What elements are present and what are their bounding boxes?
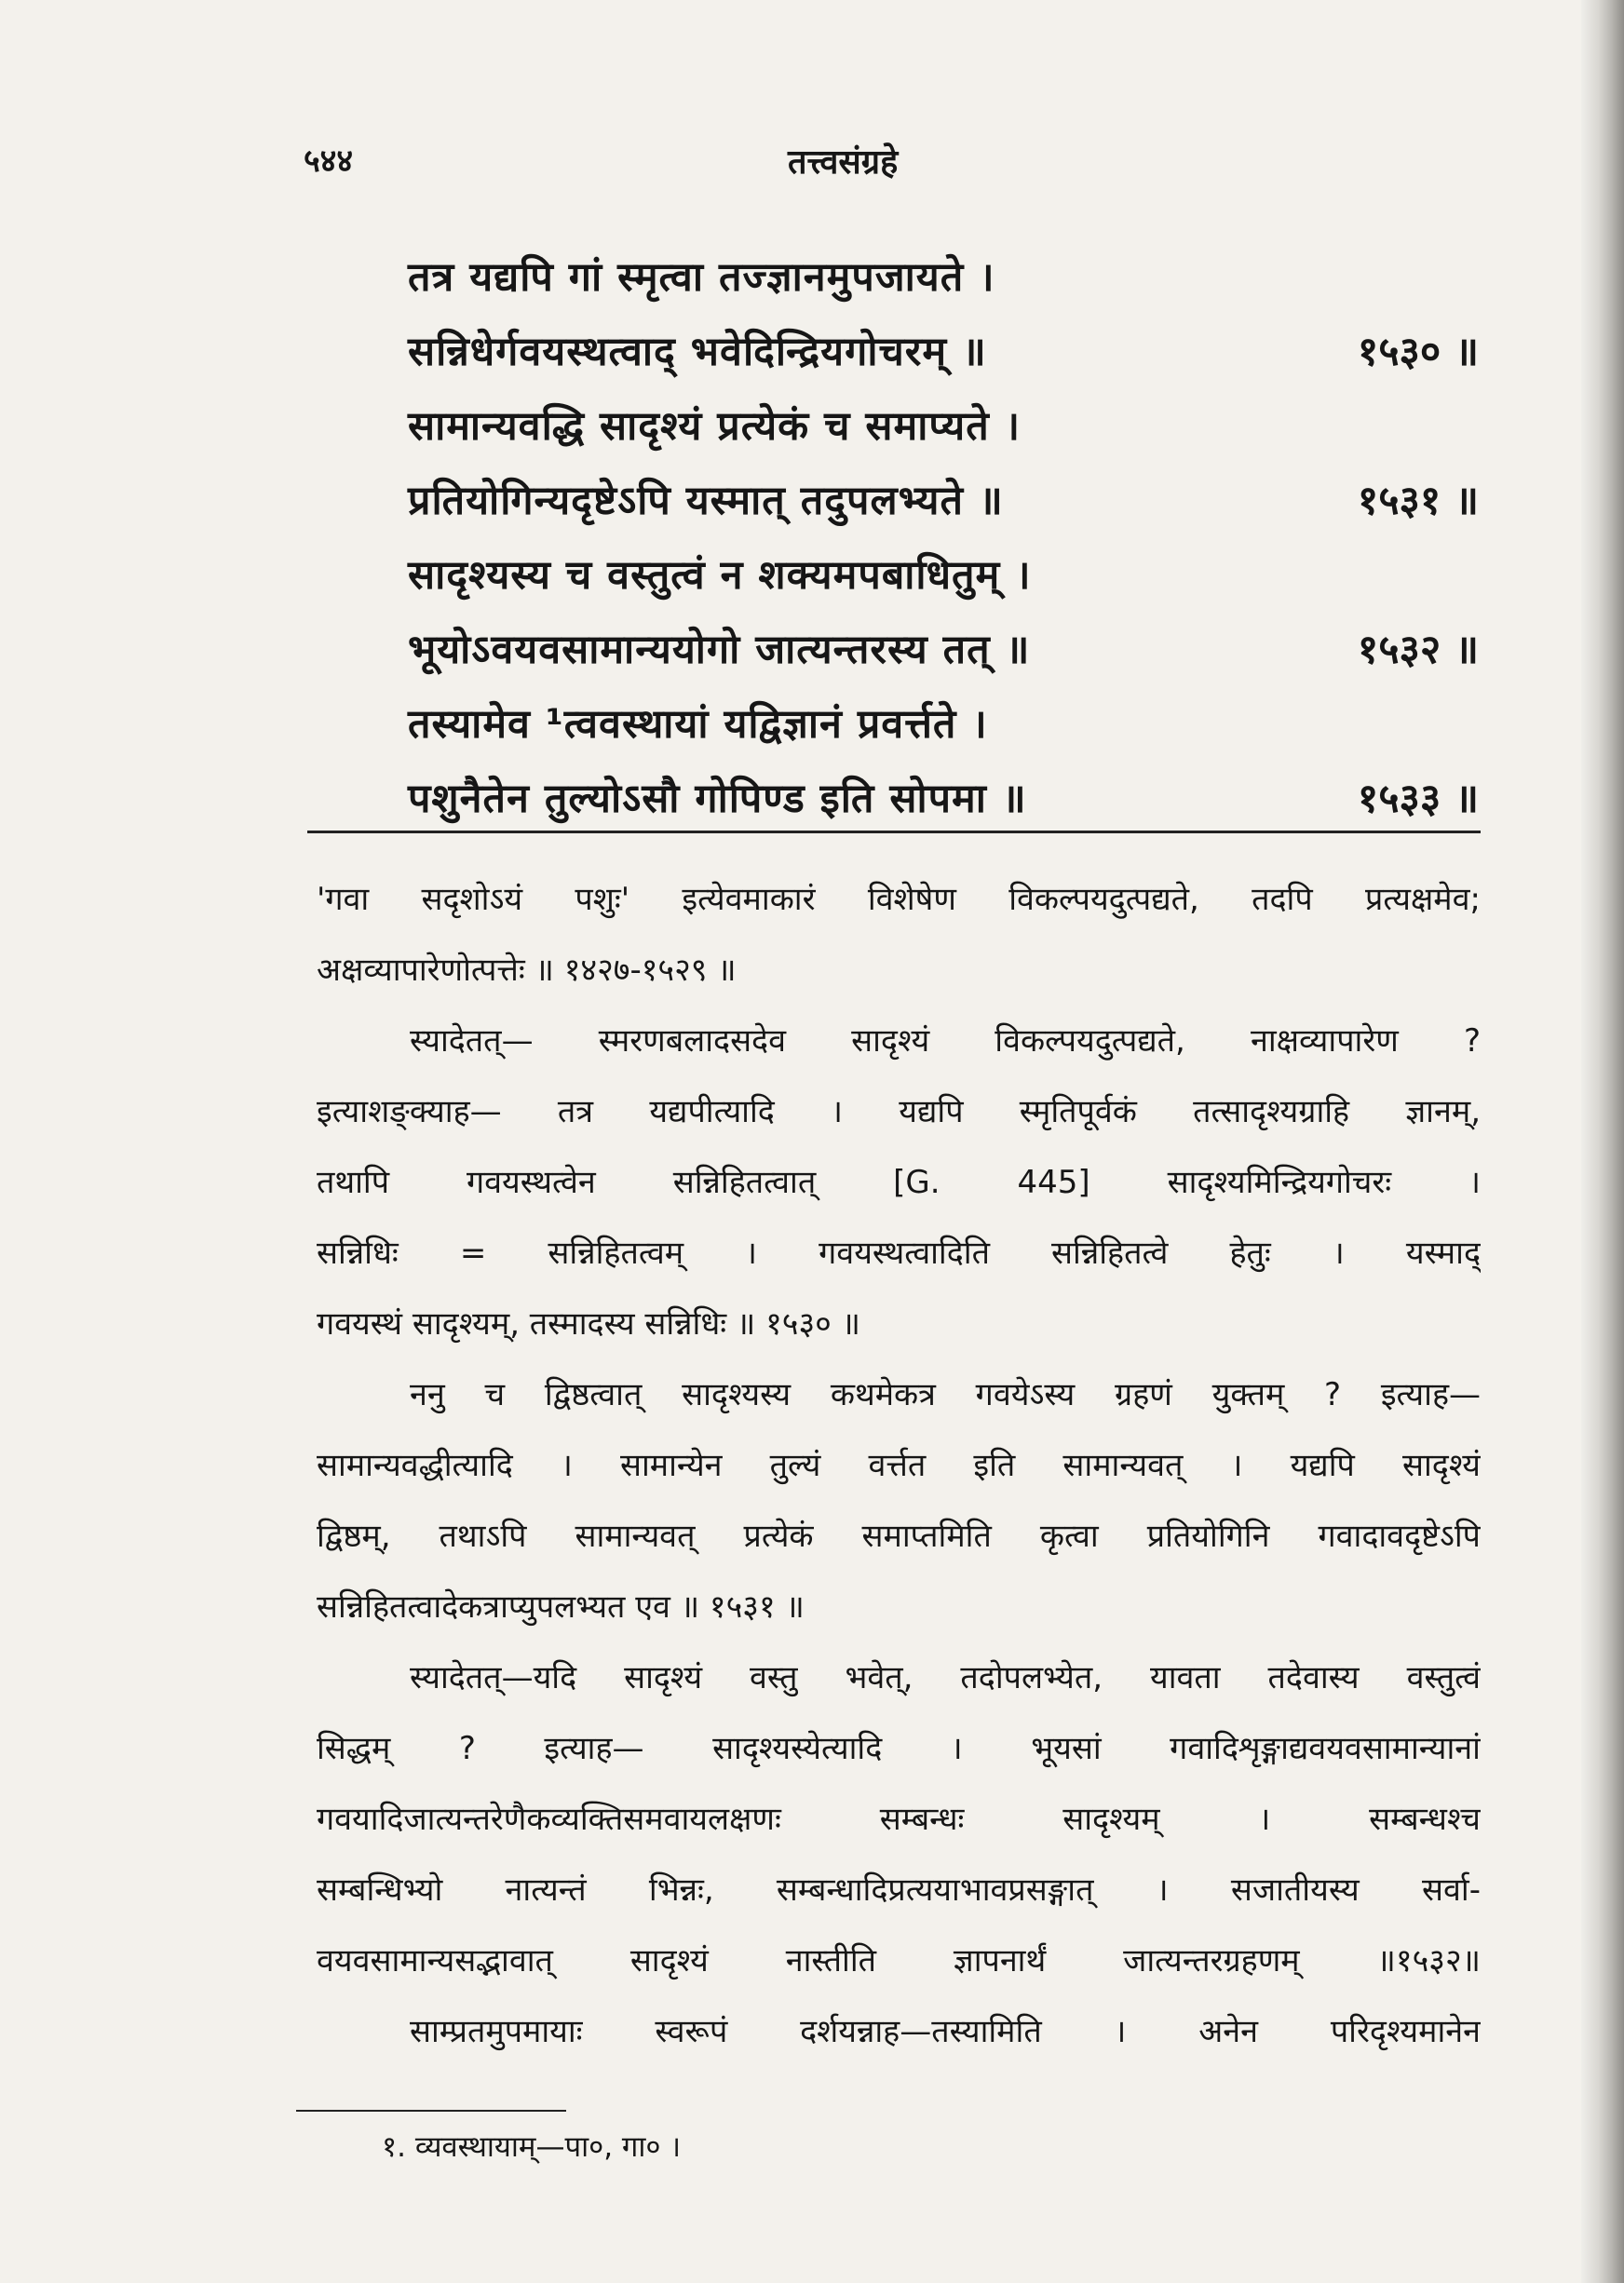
footnote-divider xyxy=(296,2110,566,2112)
commentary-line: स्यादेतत्— स्मरणबलादसदेव सादृश्यं विकल्पयदुत्पद्यते, नाक्षव्यापारेण ? xyxy=(410,1022,1481,1060)
commentary-line: सन्निधिः = सन्निहितत्वम् । गवयस्थत्वादिति सन्निहितत्वे हेतुः । यस्माद् xyxy=(317,1235,1481,1272)
commentary-line: वयवसामान्यसद्भावात् सादृश्यं नास्तीति ज्ञापनार्थं जात्यन्तरग्रहणम् ॥१५३२॥ xyxy=(317,1942,1481,1979)
verse-line xyxy=(408,762,1479,836)
commentary-line: गवयादिजात्यन्तरेणैकव्यक्तिसमवायलक्षणः सम्बन्धः सादृश्यम् । सम्बन्धश्च xyxy=(317,1801,1481,1838)
commentary-line: द्विष्ठम्, तथाऽपि सामान्यवत् प्रत्येकं समाप्तमिति कृत्वा प्रतियोगिनि गवादावदृष्टेऽपि xyxy=(317,1518,1481,1555)
commentary-line: ननु च द्विष्ठत्वात् सादृश्यस्य कथमेकत्र गवयेऽस्य ग्रहणं युक्तम् ? इत्याह— xyxy=(410,1376,1481,1413)
verse-number: १५३१ ॥ xyxy=(1357,478,1479,524)
commentary-line: तथापि गवयस्थत्वेन सन्निहितत्वात् [G. 445] सादृश्यमिन्द्रियगोचरः । xyxy=(317,1164,1481,1201)
verse-text: तस्यामेव ¹त्ववस्थायां यद्विज्ञानं प्रवर्त्तते । xyxy=(408,701,988,748)
verse-text: सन्निधेर्गवयस्थत्वाद् भवेदिन्द्रियगोचरम् ॥ xyxy=(408,329,987,375)
verse-divider xyxy=(307,831,1481,833)
commentary-line: इत्याशङ्क्याह— तत्र यद्यपीत्यादि । यद्यपि स्मृतिपूर्वकं तत्सादृश्यग्राहि ज्ञानम्, xyxy=(317,1093,1481,1130)
commentary-line: सिद्धम् ? इत्याह— सादृश्यस्येत्यादि । भूयसां गवादिशृङ्गाद्यवयवसामान्यानां xyxy=(317,1730,1481,1767)
verse-line xyxy=(408,389,1479,464)
verse-line xyxy=(408,240,1479,315)
commentary-line: गवयस्थं सादृश्यम्, तस्मादस्य सन्निधिः ॥ १५३० ॥ xyxy=(317,1305,860,1343)
page-edge-shadow xyxy=(1581,0,1624,2283)
commentary-line: सन्निहितत्वादेकत्राप्युपलभ्यत एव ॥ १५३१ ॥ xyxy=(317,1588,805,1626)
verse-text: सामान्यवद्धि सादृश्यं प्रत्येकं च समाप्यते । xyxy=(408,403,1022,450)
verse-block xyxy=(408,240,1479,836)
footnote: १. व्यवस्थायाम्—पा०, गा० । xyxy=(382,2130,682,2164)
verse-line xyxy=(408,613,1479,687)
verse-line xyxy=(408,538,1479,613)
verse-text: प्रतियोगिन्यदृष्टेऽपि यस्मात् तदुपलभ्यते ॥ xyxy=(408,478,1004,524)
verse-line xyxy=(408,464,1479,538)
verse-line xyxy=(408,315,1479,389)
verse-number: १५३० ॥ xyxy=(1357,329,1479,375)
commentary-line: स्यादेतत्—यदि सादृश्यं वस्तु भवेत्, तदोपलभ्येत, यावता तदेवास्य वस्तुत्वं xyxy=(410,1659,1481,1696)
page-number: ५४४ xyxy=(304,142,354,180)
commentary-line: सम्बन्धिभ्यो नात्यन्तं भिन्नः, सम्बन्धादिप्रत्ययाभावप्रसङ्गात् । सजातीयस्य सर्वा- xyxy=(317,1871,1481,1909)
running-title: तत्त्वसंग्रहे xyxy=(788,143,899,182)
commentary-line: साम्प्रतमुपमायाः स्वरूपं दर्शयन्नाह—तस्यामिति । अनेन परिदृश्यमानेन xyxy=(410,2013,1481,2050)
commentary-block xyxy=(317,864,1481,2067)
verse-text: तत्र यद्यपि गां स्मृत्वा तज्ज्ञानमुपजायते । xyxy=(408,254,995,301)
verse-text: भूयोऽवयवसामान्ययोगो जात्यन्तरस्य तत् ॥ xyxy=(408,627,1031,673)
verse-text: पशुनैतेन तुल्योऽसौ गोपिण्ड इति सोपमा ॥ xyxy=(408,776,1027,822)
verse-line xyxy=(408,687,1479,762)
commentary-line: अक्षव्यापारेणोत्पत्तेः ॥ १४२७-१५२९ ॥ xyxy=(317,952,737,989)
verse-number: १५३२ ॥ xyxy=(1357,627,1479,673)
commentary-line: सामान्यवद्धीत्यादि । सामान्येन तुल्यं वर्त्तत इति सामान्यवत् । यद्यपि सादृश्यं xyxy=(317,1447,1481,1484)
verse-text: सादृश्यस्य च वस्तुत्वं न शक्यमपबाधितुम् । xyxy=(408,552,1032,599)
page-header xyxy=(304,138,1477,194)
verse-number: १५३३ ॥ xyxy=(1357,776,1479,822)
commentary-line: 'गवा सदृशोऽयं पशुः' इत्येवमाकारं विशेषेण विकल्पयदुत्पद्यते, तदपि प्रत्यक्षमेव; xyxy=(317,881,1481,918)
